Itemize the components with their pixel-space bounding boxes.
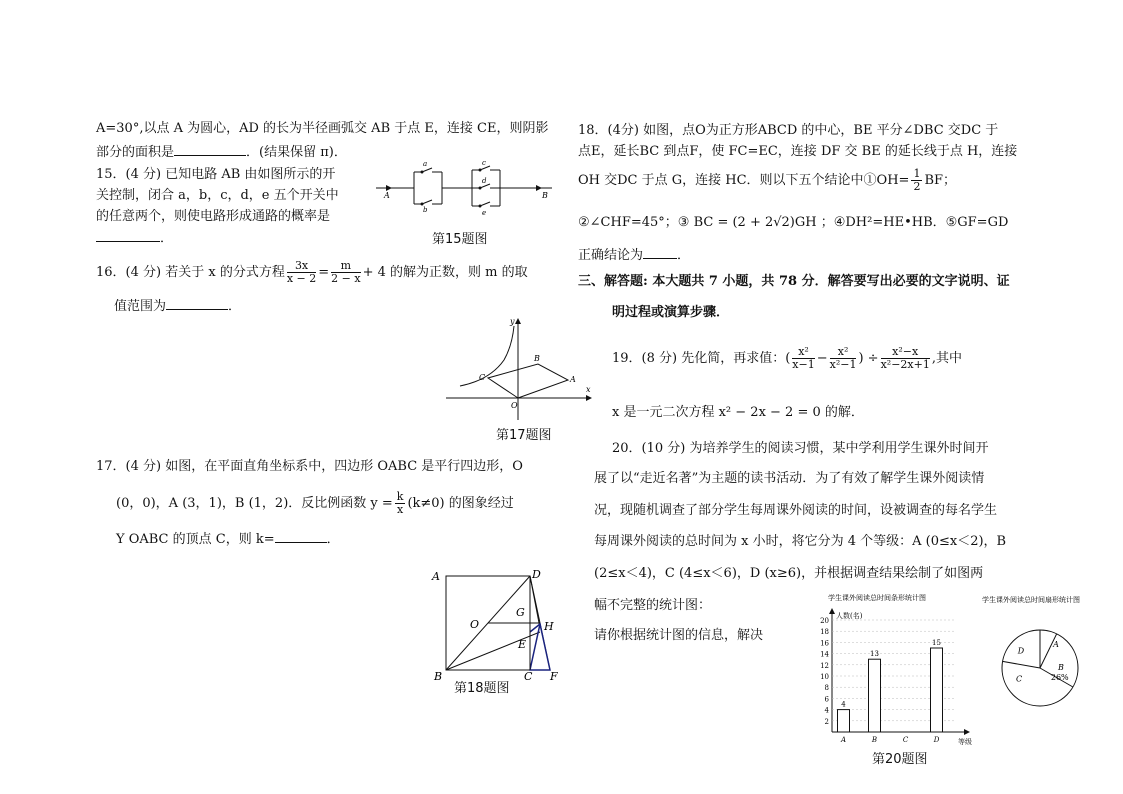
q17-text: (0，0)，A (3，1)，B (1，2)．反比例函数 y = [116,496,393,511]
q15-line1: 15．(4 分) 已知电路 AB 由如图所示的开 [96,167,336,182]
q15-line2: 关控制，闭合 a，b，c，d，e 五个开关中 [96,188,339,203]
q20-line6: 幅不完整的统计图： [594,598,712,613]
pie-label-A: A [1053,640,1059,650]
bar-chart-ytick-label: 16 [820,639,829,648]
pie-label-D: D [1017,646,1025,656]
q20-line4: 每周课外阅读的总时间为 x 小时，将它分为 4 个等级：A (0≤x＜2)，B [594,534,1007,549]
svg-text:D: D [532,568,541,581]
q19-fraction-3 [881,346,930,371]
bar-chart-ytick-label: 4 [824,706,829,715]
svg-text:E: E [518,638,527,651]
q18-line5 [578,246,690,265]
q17-frac-num: k [396,490,404,503]
q17-line3 [116,530,340,549]
q20-figure-caption: 第20题图 [872,752,928,767]
q18-text5: 正确结论为 [578,248,644,263]
q19-text-end: ,其中 [931,351,962,366]
q17-figure-caption: 第17题图 [496,428,552,443]
bar-D [931,648,943,732]
bar-chart-xtick-label: D [933,736,940,744]
q15-answer-blank[interactable] [96,229,160,242]
q20-pie-chart [978,590,1102,720]
q18-line1: 18．(4分) 如图，点O为正方形ABCD 的中心，BE 平分∠DBC 交DC 于 [578,123,999,138]
q17-line2 [116,490,514,518]
svg-text:O: O [470,618,480,631]
q14-continued-line1: A=30°,以点 A 为圆心，AD 的长为半径画弧交 AB 于点 E，连接 CE，则阴影 [96,121,549,136]
q19-f2-den: x²−1 [829,358,857,371]
svg-text:x: x [586,385,591,394]
svg-text:O: O [511,401,518,410]
q16-fraction-1 [287,260,316,285]
q19-fraction-2 [830,346,857,371]
q18-figure-caption: 第18题图 [454,681,510,696]
pie-label-C: C [1016,674,1023,684]
bar-chart-y-arrow [829,608,835,614]
q15-circuit-diagram [376,160,556,216]
svg-text:H: H [544,620,554,633]
bar-chart-ytick-label: 18 [820,628,829,637]
section-3-heading: 三、解答题: 本大题共 7 小题，共 78 分．解答要写出必要的文字说明、证 [578,274,1010,289]
q18-line2: 点E，延长BC 到点F，使 FC=EC，连接 DF 交 BE 的延长线于点 H，连接 [578,144,1018,159]
q18-frac-num: 1 [913,167,921,180]
svg-text:A: A [570,375,576,384]
bar-chart-ylabel: 人数(名) [836,612,863,620]
bar-chart-ytick-label: 6 [824,695,829,704]
section-3-heading-line2: 明过程或演算步骤． [612,305,730,320]
q18-square-figure [428,566,564,683]
q16-line1 [96,258,528,288]
bar-chart-ytick-label: 20 [820,617,829,625]
svg-text:d: d [482,177,487,185]
q18-text: OH 交DC 于点 G，连接 HC．则以下五个结论中①OH= [578,173,910,188]
q19-fraction-1 [792,346,814,371]
q20-bar-chart [808,590,976,750]
q15-period: ． [160,231,174,246]
svg-text:B: B [434,670,443,683]
q15-line4 [96,229,173,248]
q17-period: ． [326,532,340,547]
q16-frac1-den: x − 2 [286,272,317,285]
pie-label-B: B [1057,662,1064,672]
q14-answer-blank[interactable] [174,143,246,156]
q15-figure-caption: 第15题图 [432,232,488,247]
q19-line2: x 是一元二次方程 x² − 2x − 2 = 0 的解． [612,405,864,420]
q19-f1-den: x−1 [792,358,815,371]
bar-chart-xtick-label: C [902,736,909,744]
bar-chart-xtick-label: A [840,736,847,744]
q18-line3 [578,166,956,196]
svg-text:a: a [423,160,428,168]
svg-text:B: B [534,354,540,363]
q14-text-end: ．(结果保留 π)． [246,145,347,160]
q19-f3-num: x²−x [881,346,930,359]
q18-fraction [911,168,922,193]
q18-text-end: BF； [924,173,957,188]
q19-line1 [612,342,962,376]
q19-f3-den: x²−2x+1 [880,358,930,371]
bar-chart-ytick-label: 10 [820,673,829,681]
svg-text:A: A [384,191,390,200]
q15-line3: 的任意两个，则使电路形成通路的概率是 [96,209,331,224]
q16-frac2-num: m [331,260,360,273]
q16-text: 16．(4 分) 若关于 x 的分式方程 [96,265,285,280]
q17-line1: 17．(4 分) 如图，在平面直角坐标系中，四边形 OABC 是平行四边形，O [96,459,523,474]
pie-annotation: 26% [1050,673,1069,683]
q20-line5: (2≤x＜4)，C (4≤x＜6)，D (x≥6)，并根据调查结果绘制了如图两 [594,566,984,581]
bar-B [869,659,881,732]
q16-text2: 值范围为 [114,299,167,314]
bar-chart-ytick-label: 14 [820,650,829,659]
q17-fraction [395,491,406,516]
svg-text:c: c [482,159,486,167]
q20-line3: 况，现随机调查了部分学生每周课外阅读的时间，设被调查的每名学生 [594,503,998,518]
q19-divide: ) ÷ [858,351,879,366]
svg-text:b: b [423,206,428,214]
svg-text:F: F [550,670,558,683]
svg-text:A: A [432,570,440,583]
svg-text:G: G [516,606,525,619]
q16-fraction-2 [331,260,360,285]
pie-chart-title: 学生课外阅读总时间扇形统计图 [982,596,1080,604]
q16-line2 [114,297,241,316]
q17-answer-blank[interactable] [275,530,327,543]
bar-chart-ytick-label: 8 [824,684,829,693]
q16-text-end: + 4 的解为正数，则 m 的取 [362,265,528,280]
bar-chart-title: 学生课外阅读总时间条形统计图 [828,594,926,602]
q20-line1: 20．(10 分) 为培养学生的阅读习惯，某中学利用学生课外时间开 [612,441,989,456]
q17-text3: Y OABC 的顶点 C，则 k= [116,532,275,547]
q18-answer-blank[interactable] [643,246,677,259]
svg-text:y: y [510,317,515,326]
bar-data-label: 4 [841,700,846,709]
q16-period: ． [228,299,242,314]
bar-chart-ytick-label: 12 [820,661,829,670]
q17-frac-den: x [396,503,404,516]
bar-chart-xlabel: 等级 [958,738,972,746]
bar-chart-ytick-label: 2 [824,717,829,726]
q14-text: 部分的面积是 [96,145,175,160]
bar-A [838,710,850,732]
q19-f1-num: x² [792,346,814,359]
q18-line4: ②∠CHF=45°；③ BC = (2 + 2√2)GH ；④DH²=HE•HB．⑤GF=GD [578,215,1009,230]
q20-line7: 请你根据统计图的信息，解决 [594,628,764,643]
bar-chart-x-arrow [964,729,970,735]
bar-chart-xtick-label: B [871,736,878,744]
svg-text:B: B [542,191,548,200]
q16-frac1-num: 3x [287,260,316,273]
bar-data-label: 13 [870,650,879,659]
q17-text-end: (k≠0) 的图象经过 [407,496,514,511]
q16-eq: = [318,265,330,280]
q16-answer-blank[interactable] [166,297,228,310]
q20-line2: 展了以“走近名著”为主题的读书活动．为了有效了解学生课外阅读情 [594,471,985,486]
bar-data-label: 15 [932,639,941,647]
q17-coordinate-figure [446,316,592,424]
svg-text:e: e [482,209,487,217]
q19-f2-num: x² [830,346,857,359]
q19-minus: − [816,351,828,366]
q16-frac2-den: 2 − x [331,272,361,285]
q18-period: ． [677,248,691,263]
q19-text: 19．(8 分) 先化简，再求值：( [612,351,791,366]
svg-text:C: C [479,373,486,382]
svg-text:C: C [524,670,533,683]
q18-frac-den: 2 [913,180,921,193]
q14-continued-line2 [96,143,347,162]
